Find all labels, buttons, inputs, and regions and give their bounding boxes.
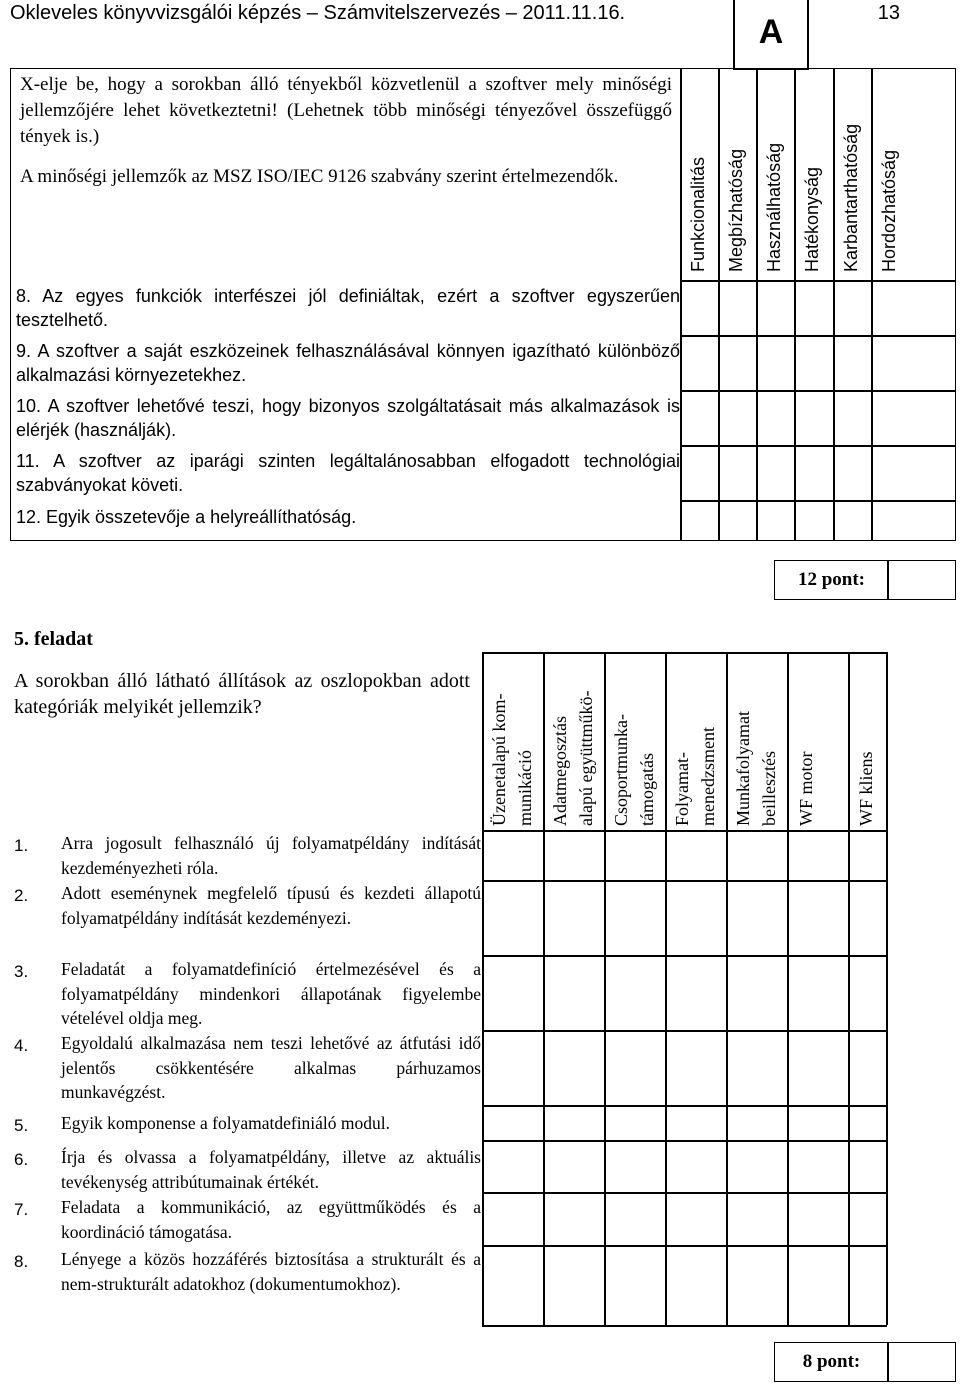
header-line: Adatmegosztás xyxy=(550,716,570,826)
column-header-efficiency: Hatékonyság xyxy=(802,166,822,272)
column-header-wf-engine xyxy=(793,752,819,827)
column-header-message-based xyxy=(486,694,538,826)
column-header-wf-client xyxy=(853,752,879,827)
row-number: 1. xyxy=(14,836,29,855)
header-line: WF kliens xyxy=(856,751,876,826)
row-text: Írja és olvassa a folyamatpéldány, illetve az aktuális tevékenység attribútumainak értékét. xyxy=(61,1147,481,1192)
header-line: Csoportmunka- xyxy=(611,714,631,826)
grid-line xyxy=(680,445,956,447)
task4-row-10: 10. A szoftver lehetővé teszi, hogy bizonyos szolgáltatásait más alkalmazások is elérjék (használják). xyxy=(16,396,680,440)
grid-line xyxy=(482,830,887,832)
column-header-maintainability: Karbantarthatóság xyxy=(841,123,861,272)
column-header-data-sharing xyxy=(547,691,599,826)
header-line: Munkafolyamat xyxy=(733,711,753,826)
grid-line xyxy=(886,652,888,1325)
row-text: Arra jogosult felhasználó új folyamatpéldány indítását kezdeményezheti róla. xyxy=(61,833,481,878)
task5-score-box xyxy=(774,1342,956,1382)
row-number: 4. xyxy=(14,1036,29,1055)
exam-variant-box: A xyxy=(733,0,809,70)
header-line: Üzenetalapú kom- xyxy=(489,693,509,826)
row-number: 7. xyxy=(14,1200,29,1219)
grid-line xyxy=(482,955,887,957)
task4-row-9: 9. A szoftver a saját eszközeinek felhasználásával könnyen igazítható különböző alkalmazási környezetekhez. xyxy=(16,341,680,385)
grid-line xyxy=(726,652,728,1325)
grid-line xyxy=(756,68,758,541)
grid-line xyxy=(833,68,835,541)
grid-line xyxy=(482,652,887,654)
grid-line xyxy=(482,1105,887,1107)
grid-line xyxy=(543,652,545,1325)
task5-question: A sorokban álló látható állítások az oszlopokban adott kategóriák melyikét jellemzik? xyxy=(14,670,470,718)
task4-row-8: 8. Az egyes funkciók interfészei jól definiáltak, ezért a szoftver egyszerűen tesztelhető. xyxy=(16,286,680,330)
row-number: 5. xyxy=(14,1116,29,1135)
grid-line xyxy=(482,880,887,882)
score-separator xyxy=(887,561,889,599)
header-line: beillesztés xyxy=(759,751,779,826)
header-line: WF motor xyxy=(796,751,816,826)
header-line: támogatás xyxy=(637,753,657,826)
task5-score-label: 8 pont: xyxy=(802,1351,861,1372)
row-text: Adott eseménynek megfelelő típusú és kezdeti állapotú folyamatpéldány indítását kezdeményezi. xyxy=(61,883,481,928)
task4-score-box xyxy=(774,560,956,600)
column-header-process-management xyxy=(669,727,721,826)
header-line: menedzsment xyxy=(698,727,718,826)
grid-line xyxy=(680,335,956,337)
column-header-reliability: Megbízhatóság xyxy=(726,148,746,272)
task4-row-12: 12. Egyik összetevője a helyreállíthatóság. xyxy=(16,507,357,527)
grid-line xyxy=(482,1030,887,1032)
page-number: 13 xyxy=(877,2,900,24)
grid-line xyxy=(482,652,484,1325)
column-header-groupware xyxy=(608,714,660,826)
header-line: munikáció xyxy=(515,750,535,826)
grid-line xyxy=(787,652,789,1325)
task5-title: 5. feladat xyxy=(14,628,93,650)
grid-line xyxy=(482,1192,887,1194)
row-text: Egyik komponense a folyamatdefiniáló modul. xyxy=(61,1113,391,1133)
task4-column-divider xyxy=(680,68,682,541)
row-number: 2. xyxy=(14,886,29,905)
grid-line xyxy=(680,280,956,282)
grid-line xyxy=(680,500,956,502)
task4-instructions: X-elje be, hogy a sorokban álló tényekből közvetlenül a szoftver mely minőségi jellemzőjére lehet következtetni! (Lehetnek több minőségi tényezővel összefüggő tények is.) xyxy=(20,74,672,147)
row-text: Feladatát a folyamatdefiníció értelmezésével és a folyamatpéldány mindenkori állapotának figyelembe vételével oldja meg. xyxy=(61,959,481,1028)
page-header-title: Okleveles könyvvizsgálói képzés – Számvitelszervezés – 2011.11.16. xyxy=(10,2,626,24)
row-text: Egyoldalú alkalmazása nem teszi lehetővé az átfutási idő jelentős csökkentésére alkalmas párhuzamos munkavégzést. xyxy=(61,1033,481,1102)
grid-line xyxy=(482,1245,887,1247)
grid-line xyxy=(665,652,667,1325)
column-header-usability: Használhatóság xyxy=(764,142,784,272)
task4-score-label: 12 pont: xyxy=(797,569,866,590)
column-header-portability: Hordozhatóság xyxy=(879,149,899,272)
column-header-workflow-embedding xyxy=(730,711,782,826)
task4-note: A minőségi jellemzők az MSZ ISO/IEC 9126 szabvány szerint értelmezendők. xyxy=(20,166,619,187)
grid-line xyxy=(718,68,720,541)
grid-line xyxy=(848,652,850,1325)
grid-line xyxy=(604,652,606,1325)
grid-line xyxy=(680,390,956,392)
score-separator xyxy=(887,1343,889,1381)
grid-line xyxy=(482,1325,887,1327)
row-number: 6. xyxy=(14,1150,29,1169)
column-header-functionality: Funkcionalitás xyxy=(688,156,708,272)
grid-line xyxy=(794,68,796,541)
header-line: Folyamat- xyxy=(672,752,692,826)
row-number: 3. xyxy=(14,962,29,981)
row-text: Feladata a kommunikáció, az együttműködés és a koordináció támogatása. xyxy=(61,1197,481,1242)
header-line: alapú együttműkö- xyxy=(576,690,596,826)
task4-row-11: 11. A szoftver az iparági szinten legáltalánosabban elfogadott technológiai szabványokat követi. xyxy=(16,451,680,495)
grid-line xyxy=(482,1140,887,1142)
grid-line xyxy=(871,68,873,541)
row-number: 8. xyxy=(14,1252,29,1271)
row-text: Lényege a közös hozzáférés biztosítása a strukturált és a nem-strukturált adatokhoz (dokumentumokhoz). xyxy=(61,1249,481,1294)
